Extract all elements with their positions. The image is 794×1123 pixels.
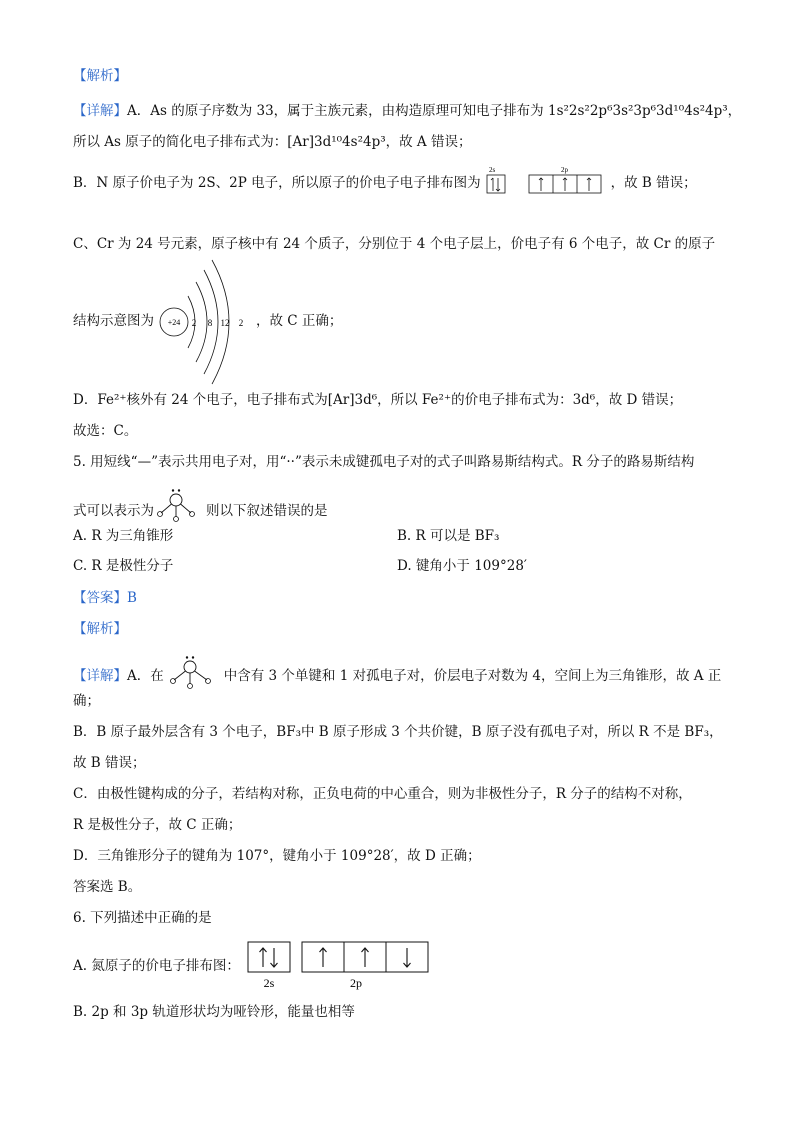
q5-analysis-c-line2: R 是极性分子，故 C 正确； xyxy=(73,817,242,833)
orbital-diagram-n xyxy=(485,167,607,197)
lewis-structure-r xyxy=(156,489,204,523)
q6-stem: 6. 下列描述中正确的是 xyxy=(73,910,212,926)
q4-option-a-line1: 【详解】A．As 的原子序数为 33，属于主族元素，由构造原理可知电子排布为 1s²2s²2p⁶3s²3p⁶3d¹⁰4s²4p³， xyxy=(73,103,742,119)
q5-analysis-d: D．三角锥形分子的键角为 107°，键角小于 109°28′，故 D 正确； xyxy=(73,848,481,864)
detail-tag: 【详解】 xyxy=(73,103,127,119)
q6-option-b: B. 2p 和 3p 轨道形状均为哑铃形，能量也相等 xyxy=(73,1004,355,1020)
detail-tag: 【详解】 xyxy=(73,668,127,684)
q4-option-d: D．Fe²⁺核外有 24 个电子，电子排布式为[Ar]3d⁶，所以 Fe²⁺的价电子排布式为：3d⁶，故 D 错误； xyxy=(73,392,683,408)
orbital-label-2s: 2s xyxy=(488,166,495,174)
shell-4-count: 2 xyxy=(238,318,244,328)
q5-analysis-b-line1: B．B 原子最外层含有 3 个电子，BF₃中 B 原子形成 3 个共价键，B 原子没有孤电子对，所以 R 不是 BF₃， xyxy=(73,724,723,740)
q5-option-d: D. 键角小于 109°28′ xyxy=(397,558,527,574)
q6-option-a: A. 氮原子的价电子排布图： xyxy=(73,958,240,974)
orbital-label-2p: 2p xyxy=(350,976,362,990)
q5-analysis-b-line2: 故 B 错误； xyxy=(73,755,146,771)
lewis-structure-r xyxy=(168,656,220,690)
q4-option-b: B．N 原子价电子为 2S、2P 电子，所以原子的价电子电子排布图为 2s 2p ，故 B 错误； xyxy=(73,167,697,197)
q5-option-c: C. R 是极性分子 xyxy=(73,558,174,574)
q5-stem-line1: 5. 用短线“—”表示共用电子对，用“··”表示未成键孤电子对的式子叫路易斯结构式。R 分子的路易斯结构 xyxy=(73,454,695,470)
q5-option-b: B. R 可以是 BF₃ xyxy=(397,528,500,544)
shell-2-count: 8 xyxy=(207,318,213,328)
analysis-tag: 【解析】 xyxy=(73,621,127,637)
q5-answer: 答案选 B。 xyxy=(73,879,142,895)
cr-atomic-structure-diagram xyxy=(158,258,250,386)
q5-option-a: A. R 为三角锥形 xyxy=(73,528,174,544)
orbital-diagram-q6 xyxy=(246,940,432,992)
analysis-tag: 【解析】 xyxy=(73,68,127,84)
orbital-label-2p: 2p xyxy=(560,166,568,174)
shell-1-count: 2 xyxy=(191,318,197,328)
q4-answer: 故选：C。 xyxy=(73,423,138,439)
q4-option-c-line1: C、Cr 为 24 号元素，原子核中有 24 个质子，分别位于 4 个电子层上，价电子有 6 个电子，故 Cr 的原子 xyxy=(73,236,716,252)
shell-3-count: 12 xyxy=(220,318,230,328)
q4-option-c-line2: 结构示意图为 xyxy=(73,313,154,329)
q5-stem-line2: 式可以表示为 则以下叙述错误的是 xyxy=(73,489,328,523)
q4-option-a-line2: 所以 As 原子的简化电子排布式为：[Ar]3d¹⁰4s²4p³，故 A 错误； xyxy=(73,134,472,150)
q5-analysis-c-line1: C．由极性键构成的分子，若结构对称，正负电荷的中心重合，则为非极性分子，R 分子的结构不对称， xyxy=(73,786,692,802)
nucleus-charge: +24 xyxy=(167,318,181,327)
q4-option-c-end: ，故 C 正确； xyxy=(256,313,343,329)
orbital-label-2s: 2s xyxy=(263,976,275,990)
q5-analysis-a-cont: 确； xyxy=(73,693,100,709)
answer-label: 【答案】B xyxy=(73,590,137,606)
q5-analysis-a: 【详解】A．在 中含有 3 个单键和 1 对孤电子对，价层电子对数为 4，空间上为三角锥形，故 A 正 xyxy=(73,656,721,690)
